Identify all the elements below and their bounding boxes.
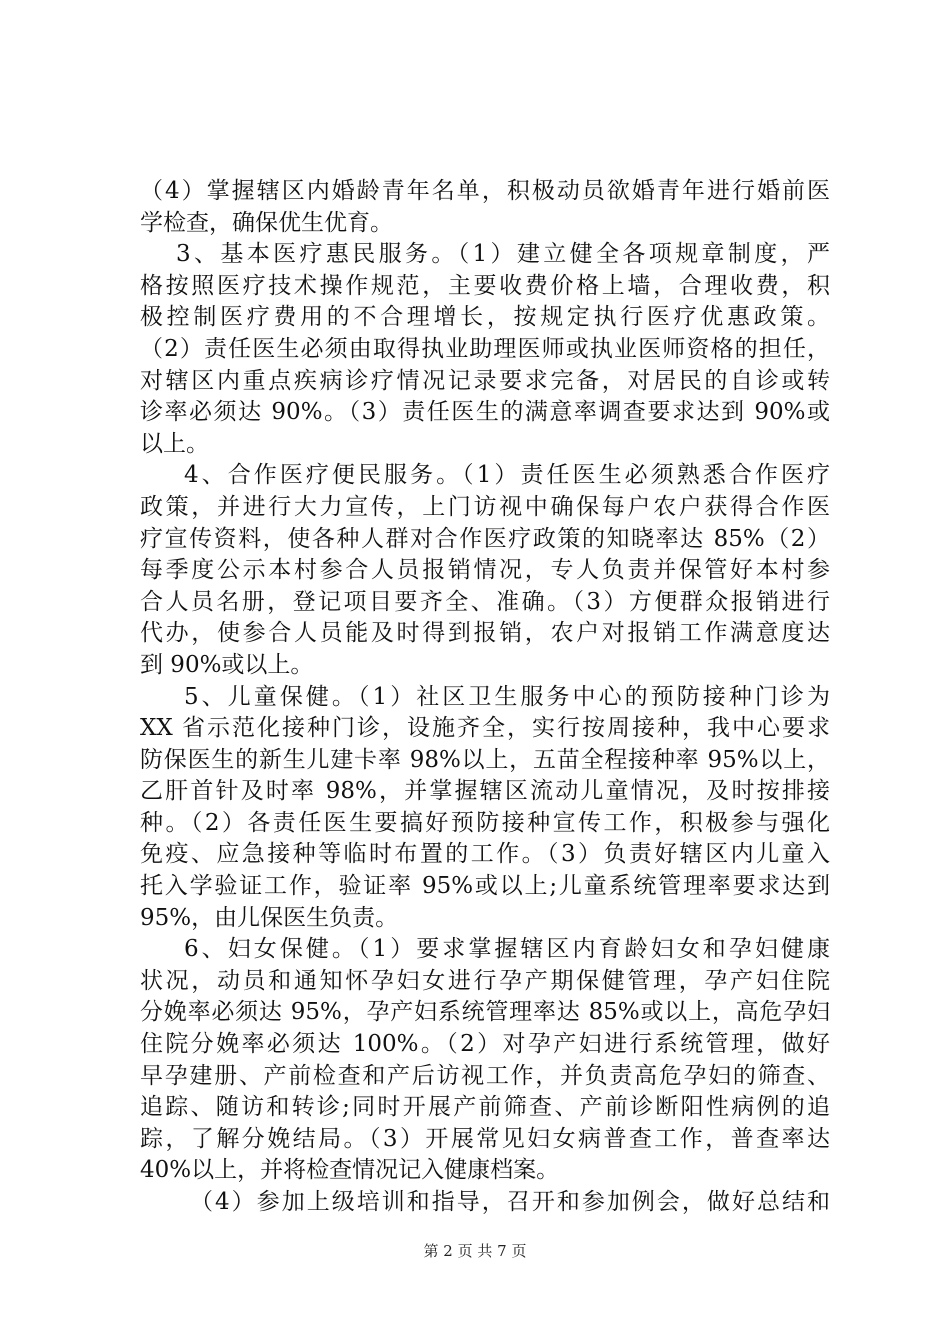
text-line: （4）掌握辖区内婚龄青年名单，积极动员欲婚青年进行婚前医 xyxy=(140,178,830,204)
text-line: 每季度公示本村参合人员报销情况，专人负责并保管好本村参 xyxy=(140,557,830,584)
text-line: 对辖区内重点疾病诊疗情况记录要求完备，对居民的自诊或转 xyxy=(140,367,830,394)
text-line: 到 90%或以上。 xyxy=(140,651,314,678)
text-line: 疗宣传资料，使各种人群对合作医疗政策的知晓率达 85%（2） xyxy=(140,525,830,552)
text-line: 合人员名册，登记项目要齐全、准确。（3）方便群众报销进行 xyxy=(140,588,830,615)
text-line: 代办，使参合人员能及时得到报销，农户对报销工作满意度达 xyxy=(140,620,830,647)
text-line: 种。（2）各责任医生要搞好预防接种宣传工作，积极参与强化 xyxy=(140,809,830,836)
text-line: 诊率必须达 90%。（3）责任医生的满意率调查要求达到 90%或 xyxy=(140,399,830,426)
text-line: 托入学验证工作，验证率 95%或以上;儿童系统管理率要求达到 xyxy=(140,873,830,900)
text-line: 格按照医疗技术操作规范，主要收费价格上墙，合理收费，积 xyxy=(140,272,830,299)
text-line: 40%以上，并将检查情况记入健康档案。 xyxy=(140,1157,560,1184)
text-line: 分娩率必须达 95%，孕产妇系统管理率达 85%或以上，高危孕妇 xyxy=(140,999,830,1026)
text-line: 防保医生的新生儿建卡率 98%以上，五苗全程接种率 95%以上， xyxy=(140,746,830,773)
text-line: 极控制医疗费用的不合理增长，按规定执行医疗优惠政策。 xyxy=(140,304,830,331)
text-line: 免疫、应急接种等临时布置的工作。（3）负责好辖区内儿童入 xyxy=(140,841,830,868)
text-line: 追踪、随访和转诊;同时开展产前筛查、产前诊断阳性病例的追 xyxy=(140,1094,830,1121)
text-line: 95%，由儿保医生负责。 xyxy=(140,904,399,931)
text-line: XX 省示范化接种门诊，设施齐全，实行按周接种，我中心要求 xyxy=(140,715,830,742)
text-line: 踪，了解分娩结局。（3）开展常见妇女病普查工作，普查率达 xyxy=(140,1125,830,1152)
text-line: 学检查，确保优生优育。 xyxy=(140,209,393,236)
text-line: （4）参加上级培训和指导，召开和参加例会，做好总结和 xyxy=(190,1189,830,1215)
text-line: 4、合作医疗便民服务。（1）责任医生必须熟悉合作医疗 xyxy=(184,462,830,489)
text-line: 早孕建册、产前检查和产后访视工作，并负责高危孕妇的筛查、 xyxy=(140,1062,830,1089)
text-line: 状况，动员和通知怀孕妇女进行孕产期保健管理，孕产妇住院 xyxy=(140,967,830,994)
text-line: 住院分娩率必须达 100%。（2）对孕产妇进行系统管理，做好 xyxy=(140,1031,830,1058)
text-line: 3、基本医疗惠民服务。（1）建立健全各项规章制度，严 xyxy=(176,241,830,268)
text-line: 5、儿童保健。（1）社区卫生服务中心的预防接种门诊为 xyxy=(184,683,830,710)
document-body xyxy=(140,176,830,1219)
text-line: （2）责任医生必须由取得执业助理医师或执业医师资格的担任， xyxy=(140,335,830,362)
text-line: 以上。 xyxy=(140,430,209,457)
text-line: 乙肝首针及时率 98%，并掌握辖区流动儿童情况，及时按排接 xyxy=(140,778,830,805)
page-number-footer: 第 2 页 共 7 页 xyxy=(423,1242,527,1260)
text-line: 6、妇女保健。（1）要求掌握辖区内育龄妇女和孕妇健康 xyxy=(184,936,830,963)
text-line: 政策，并进行大力宣传，上门访视中确保每户农户获得合作医 xyxy=(140,493,830,520)
